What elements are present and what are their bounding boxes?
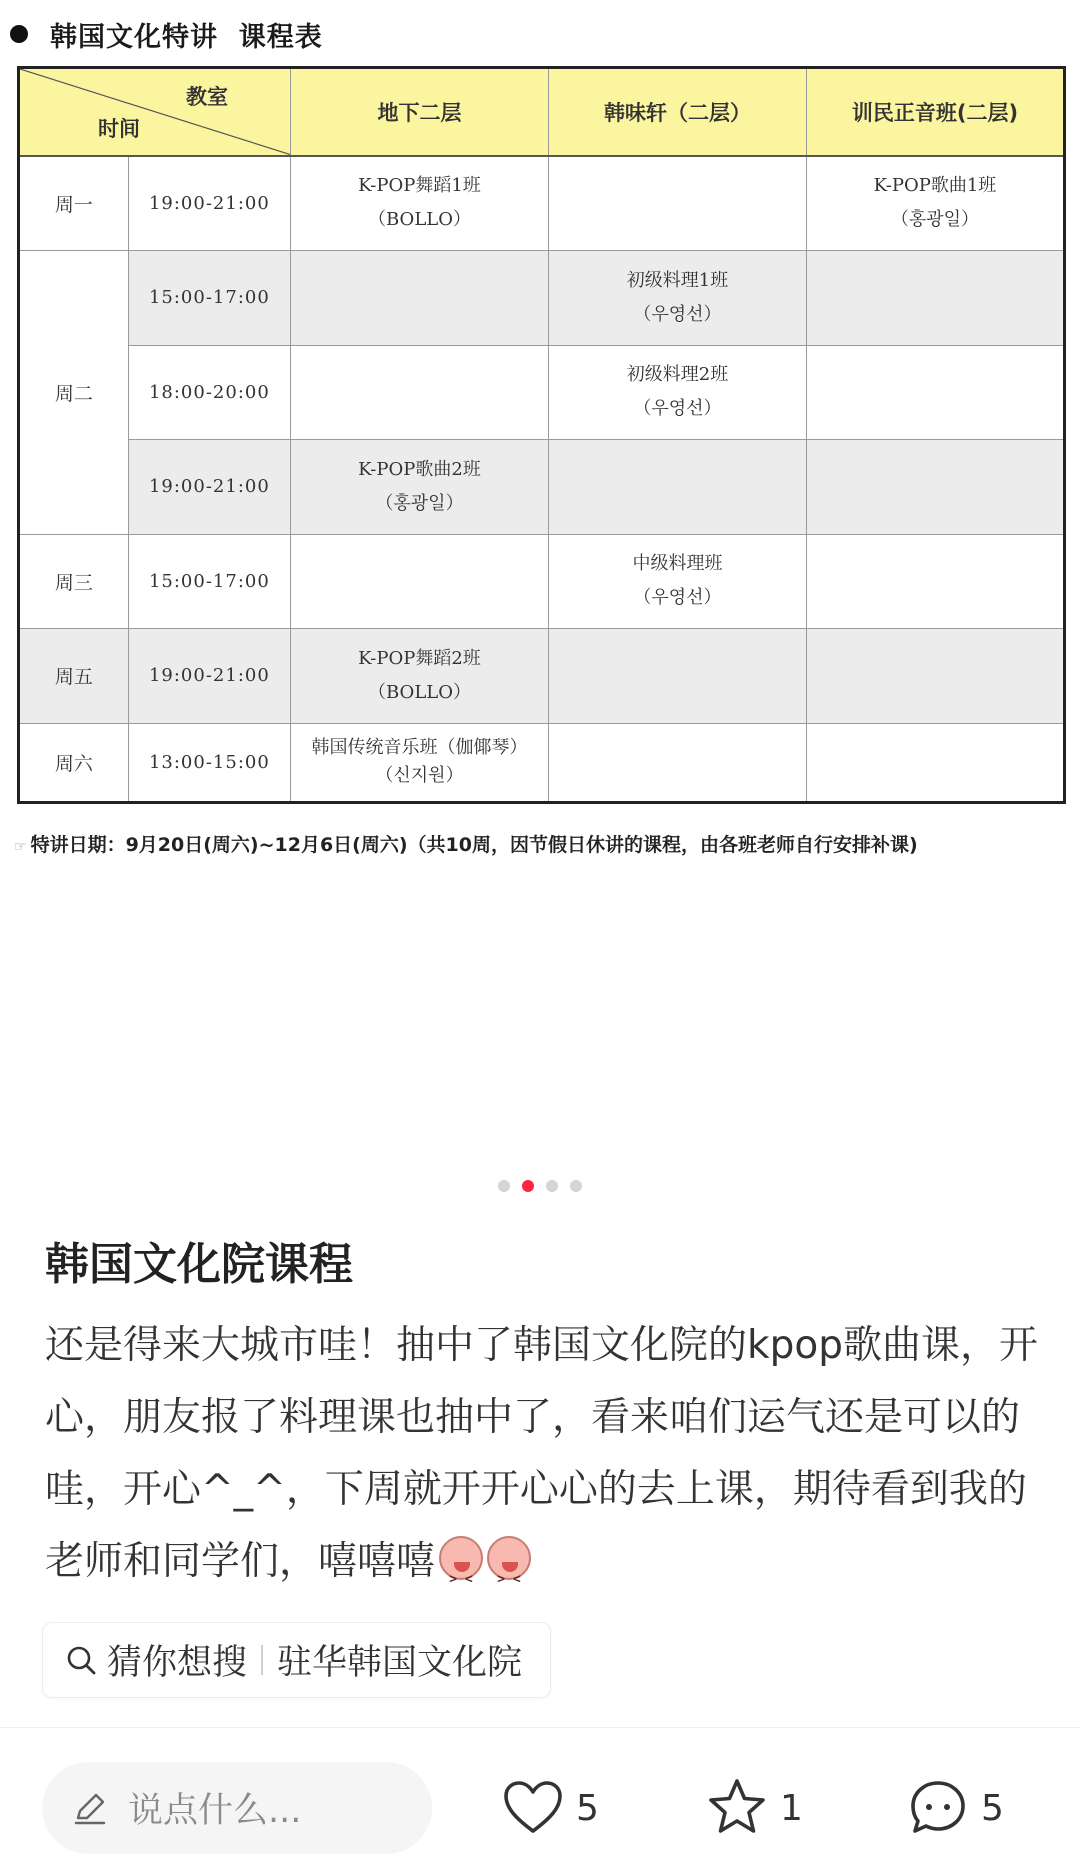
class-cell — [548, 440, 806, 534]
day-cell: 周一 — [19, 156, 129, 251]
class-teacher: （우영선） — [633, 587, 722, 609]
class-cell — [548, 251, 806, 345]
carousel-dot-active[interactable] — [522, 1180, 534, 1192]
table-row — [19, 345, 1065, 439]
carousel-dot[interactable] — [570, 1180, 582, 1192]
class-cell — [548, 534, 806, 628]
day-cell: 周三 — [19, 534, 129, 628]
class-cell — [291, 345, 549, 439]
pointing-hand-icon: ☞ — [14, 839, 27, 855]
class-cell — [291, 251, 549, 345]
class-cell — [548, 629, 806, 723]
divider — [261, 1645, 263, 1675]
corner-header — [19, 68, 291, 156]
schedule-note: ☞ 特讲日期：9月20日(周六)~12月6日(周六)（共10周，因节假日休讲的课程，由各班老师自行安排补课) — [14, 834, 918, 856]
class-name: K-POP舞蹈1班 — [358, 175, 481, 197]
class-cell — [806, 440, 1064, 534]
class-cell — [291, 156, 549, 251]
time-cell: 18:00-20:00 — [128, 345, 290, 439]
table-header-row — [19, 68, 1065, 156]
class-cell — [806, 534, 1064, 628]
time-cell: 13:00-15:00 — [128, 723, 290, 803]
class-cell — [291, 723, 549, 803]
class-cell — [806, 723, 1064, 803]
time-cell: 19:00-21:00 — [128, 440, 290, 534]
pencil-icon — [70, 1788, 110, 1828]
table-row — [19, 251, 1065, 345]
search-suggestion-label: 猜你想搜 — [107, 1643, 248, 1683]
class-name: 初级料理1班 — [626, 269, 729, 291]
day-cell: 周六 — [19, 723, 129, 803]
time-cell: 19:00-21:00 — [128, 629, 290, 723]
post-body: 还是得来大城市哇！抽中了韩国文化院的kpop歌曲课，开心，朋友报了料理课也抽中了，看来咱们运气还是可以的哇，开心^_^，下周就开开心心的去上课，期待看到我的老师和同学们，嘻嘻嘻> <> < — [45, 1310, 1045, 1598]
column-header: 韩味轩（二层） — [548, 68, 806, 156]
class-teacher: （홍광일） — [375, 492, 464, 514]
favorite-button[interactable] — [704, 1772, 803, 1844]
class-cell — [806, 345, 1064, 439]
day-cell: 周五 — [19, 629, 129, 723]
class-cell — [291, 534, 549, 628]
header-room-label: 教室 — [186, 85, 228, 109]
table-row — [19, 440, 1065, 534]
comment-placeholder: 说点什么... — [128, 1791, 302, 1831]
class-teacher: （신지원） — [375, 765, 464, 787]
carousel-dot[interactable] — [498, 1180, 510, 1192]
post-title: 韩国文化院课程 — [45, 1239, 353, 1290]
like-button[interactable] — [500, 1772, 599, 1844]
schedule-table — [17, 66, 1066, 804]
class-cell — [291, 440, 549, 534]
star-icon — [704, 1775, 770, 1841]
class-teacher: （BOLLO） — [368, 681, 471, 703]
column-header: 地下二层 — [291, 68, 549, 156]
table-row — [19, 723, 1065, 803]
class-teacher: （우영선） — [633, 303, 722, 325]
class-cell — [806, 251, 1064, 345]
like-count: 5 — [576, 1787, 599, 1829]
carousel-dot[interactable] — [546, 1180, 558, 1192]
class-cell — [548, 345, 806, 439]
heart-icon — [500, 1775, 566, 1841]
class-name: K-POP歌曲1班 — [873, 175, 997, 197]
table-row — [19, 534, 1065, 628]
header-time-label: 时间 — [98, 116, 140, 141]
class-teacher: （홍광일） — [890, 209, 980, 231]
bullet-icon — [10, 25, 28, 43]
class-cell — [548, 723, 806, 803]
class-cell — [806, 156, 1064, 251]
class-teacher: （우영선） — [633, 398, 722, 420]
search-suggestion-chip[interactable] — [42, 1622, 551, 1698]
class-cell — [806, 629, 1064, 723]
search-suggestion-keyword: 驻华韩国文化院 — [277, 1643, 523, 1683]
time-cell: 15:00-17:00 — [128, 534, 290, 628]
divider — [0, 1727, 1080, 1728]
comment-button[interactable] — [905, 1772, 1004, 1844]
search-icon — [65, 1644, 97, 1676]
laughing-face-emoji-icon — [439, 1536, 483, 1580]
table-row — [19, 629, 1065, 723]
column-header: 训民正音班(二层) — [806, 68, 1064, 156]
class-name: 初级料理2班 — [626, 364, 729, 386]
schedule-title: 韩国文化特讲 课程表 — [10, 14, 323, 54]
comment-bubble-icon — [905, 1775, 971, 1841]
class-name: K-POP舞蹈2班 — [358, 647, 481, 669]
comment-input[interactable] — [42, 1762, 432, 1854]
comment-count: 5 — [981, 1787, 1004, 1829]
laughing-face-emoji-icon — [487, 1536, 531, 1580]
class-name: 韩国传统音乐班（伽倻琴） — [311, 737, 528, 759]
carousel-indicator — [0, 1180, 1080, 1192]
day-cell: 周二 — [19, 251, 129, 534]
time-cell: 15:00-17:00 — [128, 251, 290, 345]
favorite-count: 1 — [780, 1787, 803, 1829]
class-name: 中级料理班 — [632, 553, 723, 575]
time-cell: 19:00-21:00 — [128, 156, 290, 251]
class-cell — [548, 156, 806, 251]
class-cell — [291, 629, 549, 723]
class-name: K-POP歌曲2班 — [358, 458, 481, 480]
schedule-image[interactable] — [0, 0, 1080, 880]
table-row — [19, 156, 1065, 251]
diagonal-divider — [20, 69, 290, 155]
class-teacher: （BOLLO） — [368, 209, 471, 231]
